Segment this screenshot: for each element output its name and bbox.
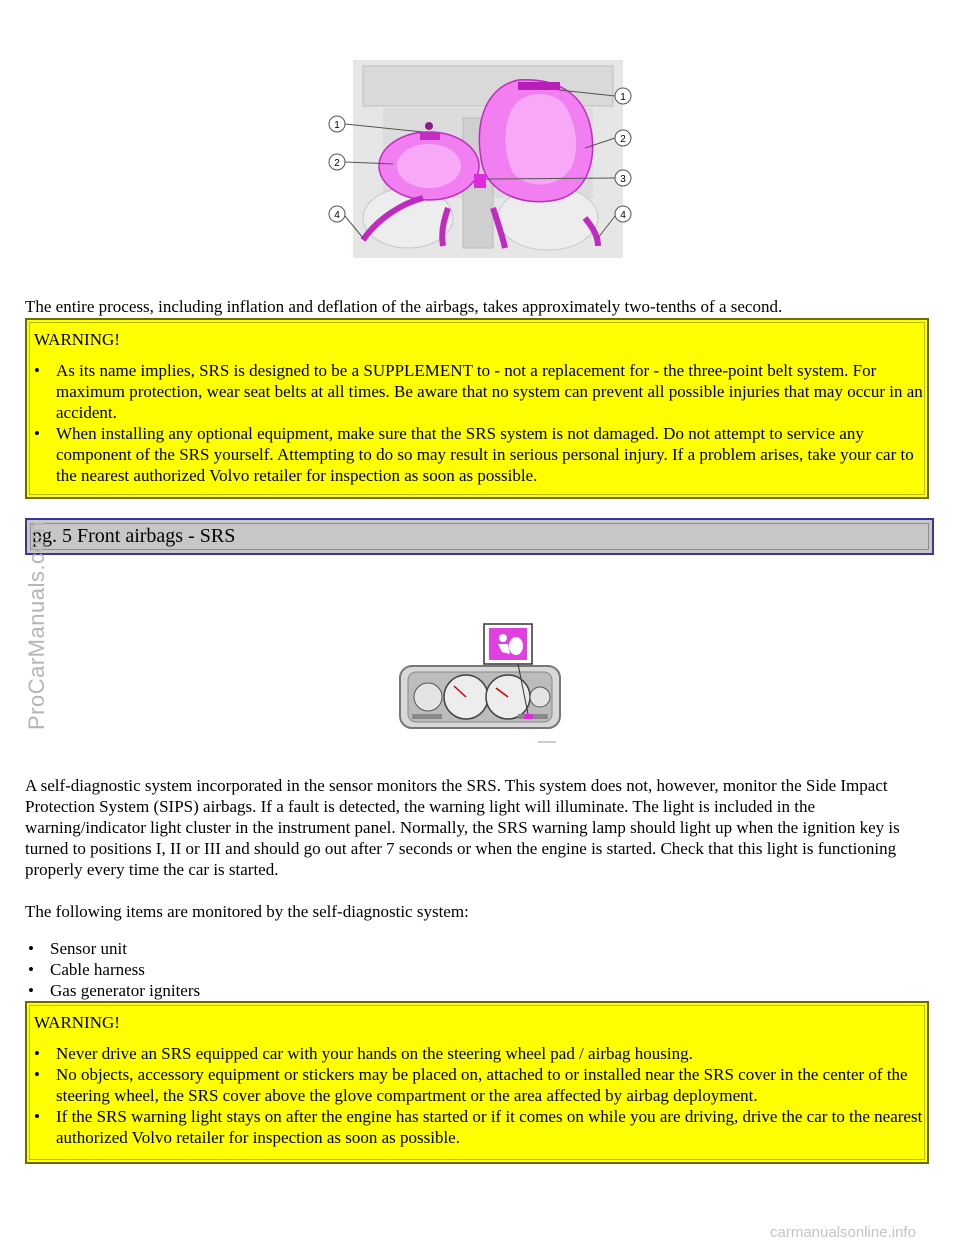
callout-1-right: 1 bbox=[620, 92, 626, 103]
callout-2-right: 2 bbox=[620, 134, 626, 145]
list-item: • Cable harness bbox=[25, 959, 925, 980]
warning-title: WARNING! bbox=[34, 1013, 120, 1032]
callout-1-left: 1 bbox=[334, 120, 340, 131]
watermark-bottom: carmanualsonline.info bbox=[770, 1224, 916, 1241]
list-item: • Gas generator igniters bbox=[25, 980, 925, 1001]
warning-box-2 bbox=[25, 1001, 929, 1164]
warning-item: • Never drive an SRS equipped car with your hands on the steering wheel pad / airbag housing. bbox=[31, 1043, 927, 1064]
diagnostic-paragraph: A self-diagnostic system incorporated in the sensor monitors the SRS. This system does not, however, monitor the Side Impact Protection System (SIPS) airbags. If a fault is detected, the warning light will illuminate. The light is included in the warning/indicator light cluster in the instrument panel. Normally, the SRS warning lamp should light up when the ignition key is turned to positions I, II or III and should go out after 7 seconds or when the engine is started. Check that this light is functioning properly every time the car is started. bbox=[25, 776, 900, 879]
instrument-cluster-illustration bbox=[398, 622, 563, 748]
warning-item: • When installing any optional equipment, make sure that the SRS system is not damaged. Do not attempt to service any component of the SRS yourself. Attempting to do so may result in serious personal injury. If a problem arises, take your car to the nearest authorized Volvo retailer for inspection as soon as possible. bbox=[31, 423, 927, 486]
warning-item: • As its name implies, SRS is designed to be a SUPPLEMENT to - not a replacement for - the three-point belt system. For maximum protection, wear seat belts at all times. Be aware that no system can prevent all possible injuries that may occur in an accident. bbox=[31, 360, 927, 423]
callout-4-right: 4 bbox=[620, 210, 626, 221]
monitored-items-list bbox=[25, 938, 925, 1001]
list-item: • Sensor unit bbox=[25, 938, 925, 959]
warning-item: • If the SRS warning light stays on after the engine has started or if it comes on while you are driving, drive the car to the nearest authorized Volvo retailer for inspection as soon as possible. bbox=[31, 1106, 927, 1148]
warning-title: WARNING! bbox=[34, 330, 120, 349]
callout-3-right: 3 bbox=[620, 174, 626, 185]
warning-item: • No objects, accessory equipment or stickers may be placed on, attached to or installed near the SRS cover in the center of the steering wheel, the SRS cover above the glove compartment or the area affected by airbag deployment. bbox=[31, 1064, 927, 1106]
warning-box-1 bbox=[25, 318, 929, 499]
callout-2-left: 2 bbox=[334, 158, 340, 169]
intro-paragraph: The entire process, including inflation and deflation of the airbags, takes approximately two-tenths of a second. bbox=[25, 297, 783, 316]
airbag-deployment-illustration bbox=[323, 58, 638, 260]
monitored-intro: The following items are monitored by the self-diagnostic system: bbox=[25, 902, 469, 921]
watermark-left: ProCarManuals.com bbox=[24, 520, 49, 730]
callout-4-left: 4 bbox=[334, 210, 340, 221]
section-heading: pg. 5 Front airbags - SRS bbox=[25, 518, 934, 555]
